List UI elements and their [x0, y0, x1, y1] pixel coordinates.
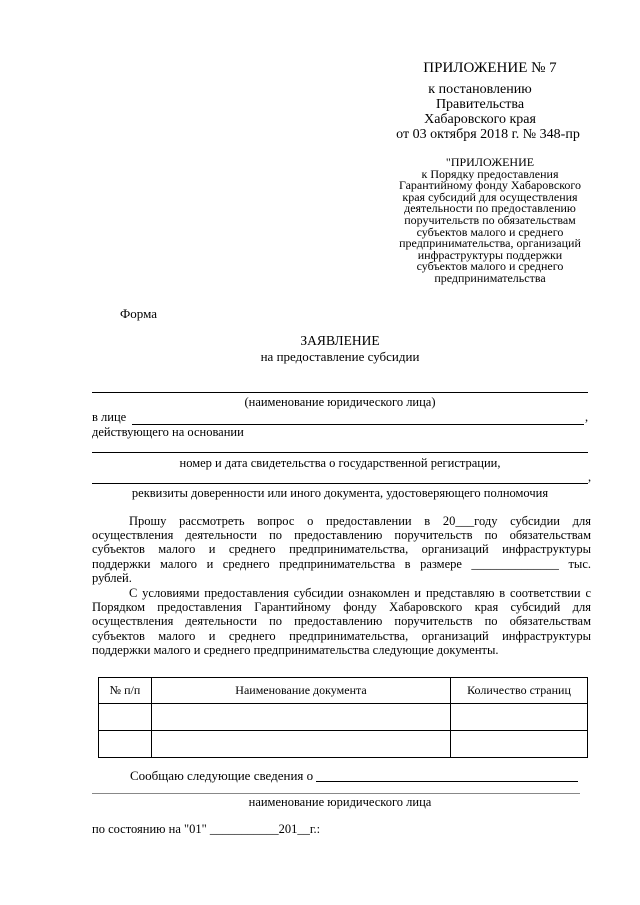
request-paragraph	[92, 514, 591, 585]
power-comma: ,	[588, 470, 592, 484]
column-document-name: Наименование документа	[152, 678, 451, 704]
appendix-title: ПРИЛОЖЕНИЕ № 7	[423, 60, 557, 76]
inner-appendix-line: деятельности по предоставлению	[404, 201, 576, 216]
conditions-paragraph	[92, 586, 591, 657]
inner-appendix-line: предпринимательства	[434, 270, 546, 285]
table-row	[99, 731, 588, 758]
registration-caption: номер и дата свидетельства о государственной регистрации,	[179, 456, 501, 470]
conditions-line: поддержки малого и среднего предпринимательства следующие документы.	[92, 642, 499, 657]
table-cell[interactable]	[152, 731, 451, 758]
table-cell[interactable]	[451, 704, 588, 731]
in-person-comma: ,	[585, 410, 589, 424]
inner-appendix-line: края субсидий для осуществления	[402, 189, 578, 204]
table-cell[interactable]	[99, 731, 152, 758]
inner-appendix-line: предпринимательства, организаций	[399, 236, 581, 251]
as-of-date: по состоянию на "01" ___________201__г.:	[92, 822, 321, 836]
info-legal-entity-caption: наименование юридического лица	[248, 795, 432, 809]
request-line: рублей.	[92, 570, 132, 585]
table-row	[99, 704, 588, 731]
table-header-row	[99, 678, 588, 704]
conditions-line: осуществления деятельности по предоставлению поручительств по обязательствам	[92, 614, 591, 629]
appendix-line-3: Хабаровского края	[424, 112, 536, 127]
legal-entity-caption: (наименование юридического лица)	[244, 395, 436, 409]
acting-basis-label: действующего на основании	[92, 425, 244, 439]
conditions-line: С условиями предоставления субсидии ознакомлен и представляю в соответствии с	[129, 586, 591, 600]
report-subject-line[interactable]	[316, 781, 578, 782]
request-line: поддержки малого и среднего предпринимательства в размере ______________ тыс.	[92, 556, 591, 571]
in-person-label: в лице	[92, 410, 127, 424]
power-caption: реквизиты доверенности или иного документа, удостоверяющего полномочия	[131, 486, 549, 500]
column-number: № п/п	[99, 678, 152, 704]
power-of-attorney-line[interactable]	[92, 483, 588, 484]
request-line: субъектов малого и среднего предпринимательства, организаций инфраструктуры	[92, 542, 591, 557]
report-text: Сообщаю следующие сведения о	[130, 768, 314, 783]
table-cell[interactable]	[99, 704, 152, 731]
conditions-line: Порядком предоставления Гарантийному фонду Хабаровского края субсидий для	[92, 600, 591, 615]
inner-appendix-line: субъектов малого и среднего	[416, 224, 564, 239]
statement-subtitle: на предоставление субсидии	[260, 349, 420, 364]
statement-title: ЗАЯВЛЕНИЕ	[300, 333, 380, 348]
request-line: Прошу рассмотреть вопрос о предоставлении в 20___году субсидии для	[129, 514, 591, 528]
appendix-date: от 03 октября 2018 г. № 348-пр	[396, 127, 580, 142]
conditions-line: субъектов малого и среднего предпринимательства, организаций инфраструктуры	[92, 628, 591, 643]
appendix-line-2: Правительства	[435, 97, 525, 112]
column-page-count: Количество страниц	[451, 678, 588, 704]
inner-appendix-line: субъектов малого и среднего	[416, 259, 564, 274]
table-cell[interactable]	[451, 731, 588, 758]
inner-appendix-line: к Порядку предоставления	[421, 166, 559, 181]
documents-table	[98, 677, 588, 758]
inner-appendix-line: инфраструктуры поддержки	[417, 247, 563, 262]
inner-appendix	[385, 157, 595, 285]
inner-appendix-line: Гарантийному фонду Хабаровского	[398, 178, 582, 193]
legal-entity-name-line[interactable]	[92, 392, 588, 393]
inner-appendix-title: "ПРИЛОЖЕНИЕ	[445, 155, 535, 169]
registration-line[interactable]	[92, 452, 588, 453]
appendix-line-1: к постановлению	[428, 82, 532, 97]
request-line: осуществления деятельности по предоставлению поручительств по обязательствам	[92, 528, 591, 543]
inner-appendix-line: поручительств по обязательствам	[404, 212, 576, 227]
form-label: Форма	[120, 306, 157, 321]
table-cell[interactable]	[152, 704, 451, 731]
info-legal-entity-line[interactable]	[92, 793, 580, 794]
